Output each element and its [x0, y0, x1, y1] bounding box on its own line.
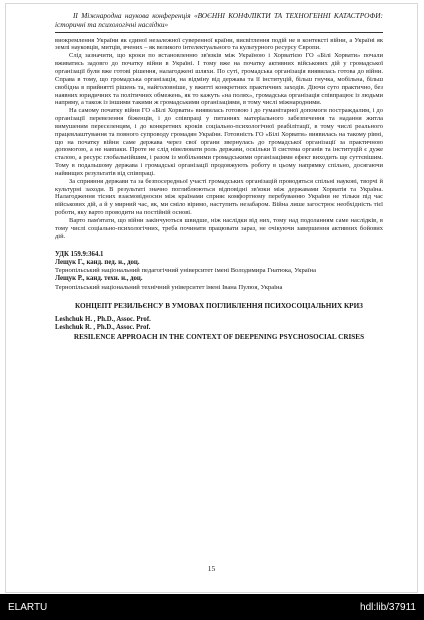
author-1-en: Leshchuk H. , Ph.D., Assoc. Prof.: [55, 315, 151, 323]
paragraph-4: За сприяння держави та за безпосередньої участі громадських організацій проводяться спільні наукові, творчі й культурні заходи. В результаті значно поглиблюються відповідні зв'язки між державами Хорватія та Україна. Налагодження тісних взаємовідносин між країнами сприяє комфортному перебуванню України не тільки під час військових дій, а й у мирний час, як, ми сміло віримо, наступить незабаром. Війна лише загострює необхідність тієї роботи, яку варто проводити на постійній основі.: [55, 177, 383, 217]
repository-footer: [0, 594, 424, 620]
article-title-uk: КОНЦЕПТ РЕЗИЛЬЄНСУ В УМОВАХ ПОГЛИБЛЕННЯ ПСИХОСОЦІАЛЬНИХ КРИЗ: [75, 301, 363, 310]
document-page: [6, 4, 417, 592]
author-1-affiliation: Тернопільський національний педагогічний університет імені Володимира Гнатюка, Україна: [55, 267, 316, 275]
article-title-en: RESILENCE APPROACH IN THE CONTEXT OF DEEPENING PSYCHOSOCIAL CRISES: [73, 333, 365, 342]
author-2-name: Лещук Р., канд. техн. н., доц.: [55, 275, 143, 283]
repository-name: ELARTU: [8, 602, 48, 613]
paragraph-2: Слід зазначити, що кроки по встановленню зв'язків між Україною і Хорватією ГО «Білі Хорвати» почали вживатись задовго до початку війни в Україні. І тому вже на початку активних військових дій у громадської організації були вже готові рішення, налагоджені шляхи. По суті, громадська організація виявилась готова до війни. Справа в тому, що громадська організація, на відміну від держава та її інституцій, більш гнучка, мобільна, більш свобідна в прийнятті рішень та, найголовніше, у вжитті конкретних практичних заходів. Діючи суто практично, без наявних юридичних та політичних обмежень, як то кажуть «на полях», громадська організація співпрацює із людьми напряму, а також із іншими такими ж громадськими організаціями, в тому числі міжнародними.: [55, 52, 383, 107]
author-1-name: Лещук Г., канд. пед. н., доц.: [55, 259, 140, 267]
page-number: 15: [207, 564, 216, 573]
author-2-affiliation: Тернопільський національний технічний університет імені Івана Пулюя, Україна: [55, 283, 283, 291]
paragraph-5: Варто пам'ятати, що війни закінчуються швидше, ніж наслідки від них, тому над подоланням саме наслідків, в тому числі соціально-психологічних, треба починати працювати зараз, не очікуючи завершення активних бойових дій.: [55, 217, 383, 240]
conference-header: ІІ Міжнародна наукова конференція «ВОЄННІ КОНФЛІКТИ ТА ТЕХНОГЕННІ КАТАСТРОФИ: історичні та психологічні наслідки»: [55, 12, 383, 33]
page-content: [55, 12, 383, 342]
handle-id: hdl:lib/37911: [360, 602, 416, 613]
udk-code: УДК 159.9:364.1: [55, 250, 104, 258]
paragraph-1: виокремлення України як єдиної незалежної суверенної країни, висвітлення подій не в контексті війни, а Україні як землі науковців, митців, вчених – як великого інтелектуального та культурного ресурсу Європи.: [55, 36, 383, 52]
paragraph-3: На самому початку війни ГО «Білі Хорвати» виявилась готовою і до гуманітарної допомоги постраждалим, і до організації перевезення біженців, і до співпраці у питаннях матеріального забезпечення та надання житла вимушеним переселенцям, і до конкретних кроків соціально-психологічної реабілітації, в тому числі реального працевлаштування та повного супроводу громадян України. Готовність ГО «Білі Хорвати» виявилась на такому рівні, що на початку війни саме держава через свої органи звернулась до громадської організації за практичною допомогою, а не навпаки. Проте не слід нівелювати роль держави, оскільки її система органів та інституцій є дуже сталою, а ресурс глобальнійшим, і разом із мобільними громадськими організаціями ефект виходить ще суттєвішим. Тому в подальшому держава і громадські організації продовжують роботу в цьому напрямку спільно, досягаючи найвищих результатів від співпраці.: [55, 107, 383, 177]
author-2-en: Leshchuk R. , Ph.D., Assoc. Prof.: [55, 324, 151, 332]
